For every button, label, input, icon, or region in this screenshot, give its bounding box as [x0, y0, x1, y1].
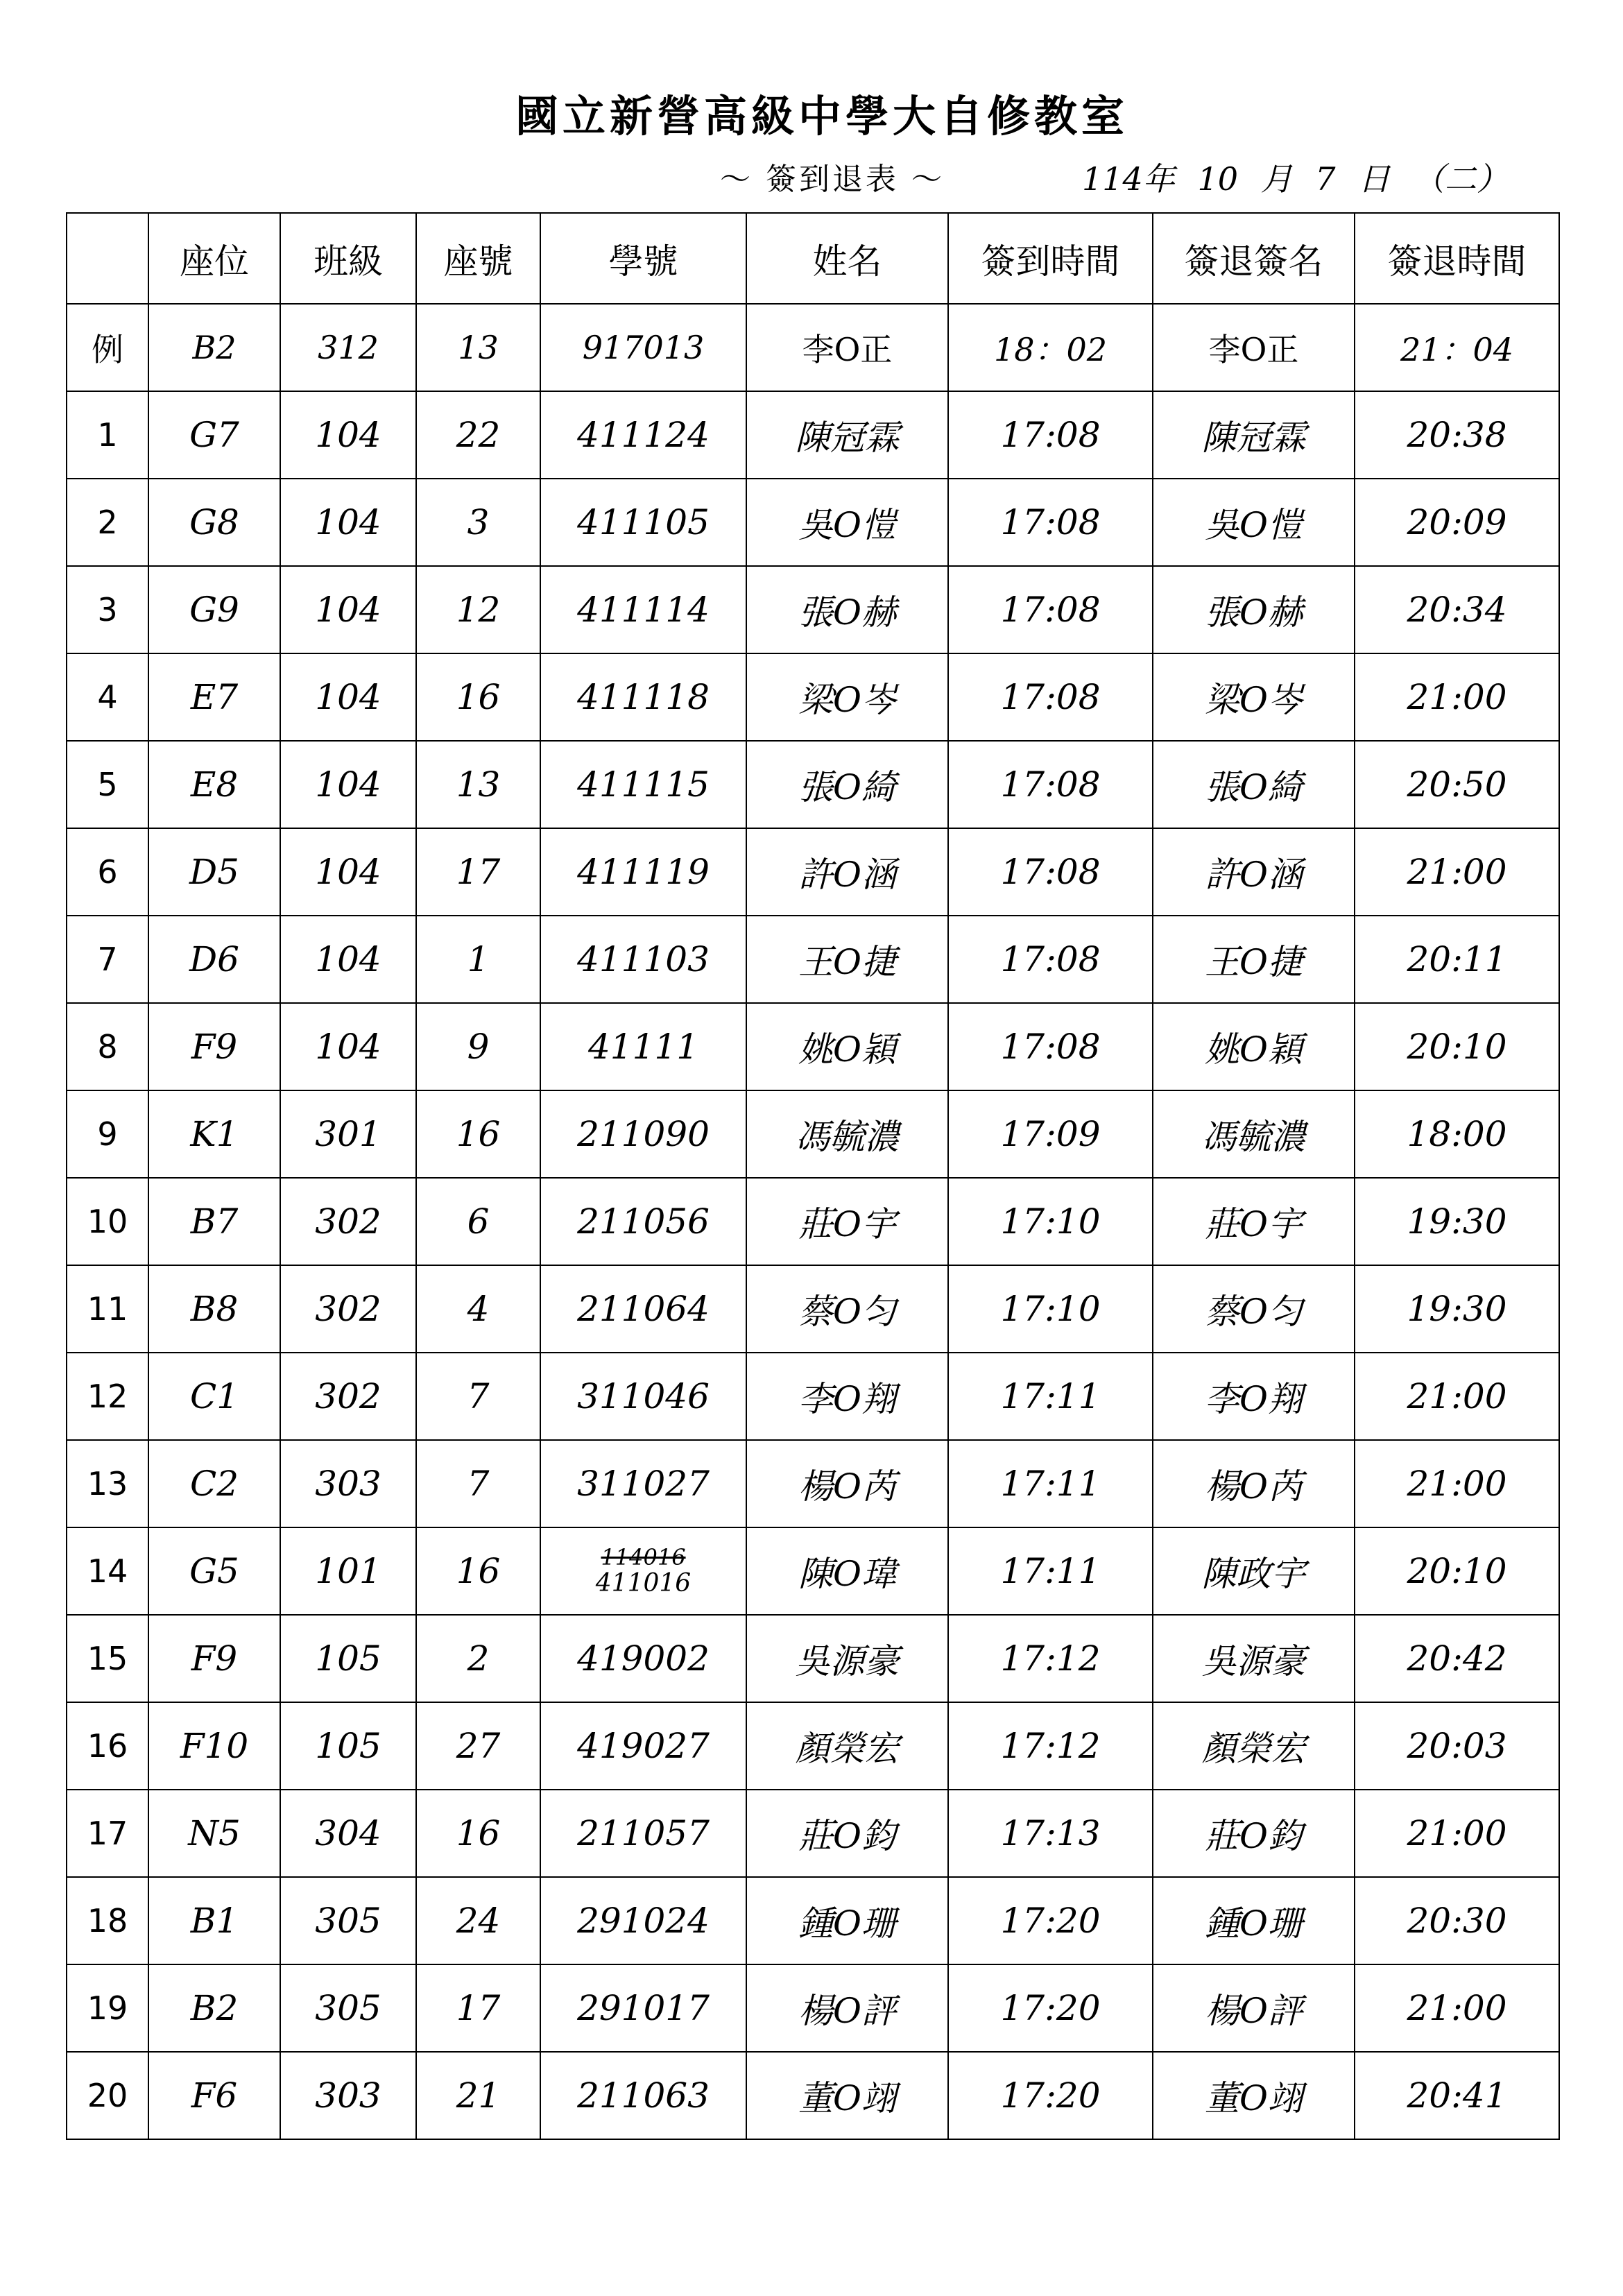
sign-out-time-cell: 20:11	[1355, 916, 1559, 1003]
class-cell: 104	[280, 653, 416, 741]
row-number: 10	[67, 1178, 148, 1265]
seat-number-cell: 17	[416, 828, 540, 916]
seat-number-cell: 16	[416, 1527, 540, 1615]
example-row	[67, 304, 1559, 391]
sign-out-time-cell: 19:30	[1355, 1265, 1559, 1353]
sign-in-time-cell: 17:11	[948, 1353, 1153, 1440]
sign-in-time-cell: 17:08	[948, 916, 1153, 1003]
sign-out-signature-cell: 張O赫	[1153, 566, 1355, 653]
sign-out-signature-cell: 董O翊	[1153, 2052, 1355, 2139]
class-cell: 104	[280, 479, 416, 566]
seat-cell: N5	[148, 1790, 280, 1877]
sign-in-time-cell: 17:20	[948, 2052, 1153, 2139]
name-cell: 王O捷	[746, 916, 948, 1003]
name-cell: 梁O岑	[746, 653, 948, 741]
sign-out-signature-cell: 鍾O珊	[1153, 1877, 1355, 1964]
sign-out-signature-cell: 莊O宇	[1153, 1178, 1355, 1265]
sign-out-time-cell: 21:00	[1355, 1964, 1559, 2052]
seat-cell: B7	[148, 1178, 280, 1265]
row-number: 8	[67, 1003, 148, 1090]
sign-in-time-header: 簽到時間	[948, 213, 1153, 304]
student-id-cell: 211057	[540, 1790, 746, 1877]
seat-number-cell: 9	[416, 1003, 540, 1090]
date-year: 114年	[1082, 160, 1175, 198]
sign-out-signature-cell: 李O翔	[1153, 1353, 1355, 1440]
row-number: 17	[67, 1790, 148, 1877]
table-row	[67, 741, 1559, 828]
row-number: 2	[67, 479, 148, 566]
class-cell: 104	[280, 828, 416, 916]
sign-out-signature-cell: 陳冠霖	[1153, 391, 1355, 479]
seat-cell: F10	[148, 1702, 280, 1790]
row-number: 16	[67, 1702, 148, 1790]
class-cell: 304	[280, 1790, 416, 1877]
name-cell: 莊O宇	[746, 1178, 948, 1265]
row-number: 18	[67, 1877, 148, 1964]
name-cell: 楊O評	[746, 1964, 948, 2052]
struck-student-id: 114016	[601, 1544, 686, 1570]
seat-cell: B2	[148, 1964, 280, 2052]
sign-out-signature-cell: 楊O芮	[1153, 1440, 1355, 1527]
table-row	[67, 1615, 1559, 1702]
seat-number-cell: 1	[416, 916, 540, 1003]
row-number-header	[67, 213, 148, 304]
student-id-cell: 211056	[540, 1178, 746, 1265]
student-id-cell: 41111	[540, 1003, 746, 1090]
table-row	[67, 391, 1559, 479]
sign-out-time-cell: 21:00	[1355, 653, 1559, 741]
student-id-cell: 411119	[540, 828, 746, 916]
sign-in-table	[66, 212, 1560, 2140]
sign-in-time-cell: 18：02	[948, 304, 1153, 391]
sign-out-signature-header: 簽退簽名	[1153, 213, 1355, 304]
table-row	[67, 1090, 1559, 1178]
sign-in-time-cell: 17:09	[948, 1090, 1153, 1178]
name-header: 姓名	[746, 213, 948, 304]
seat-number-cell: 7	[416, 1440, 540, 1527]
row-number: 6	[67, 828, 148, 916]
date-day: 日	[1358, 160, 1391, 198]
name-cell: 許O涵	[746, 828, 948, 916]
row-number: 5	[67, 741, 148, 828]
sign-out-signature-cell: 蔡O匀	[1153, 1265, 1355, 1353]
sign-in-time-cell: 17:11	[948, 1440, 1153, 1527]
name-cell: 蔡O匀	[746, 1265, 948, 1353]
seat-number-cell: 16	[416, 1090, 540, 1178]
sign-out-time-cell: 19:30	[1355, 1178, 1559, 1265]
name-cell: 楊O芮	[746, 1440, 948, 1527]
class-cell: 303	[280, 1440, 416, 1527]
sign-out-time-cell: 21：04	[1355, 304, 1559, 391]
class-header: 班級	[280, 213, 416, 304]
table-row	[67, 1702, 1559, 1790]
sign-out-time-cell: 21:00	[1355, 1353, 1559, 1440]
table-row	[67, 1964, 1559, 2052]
seat-cell: D5	[148, 828, 280, 916]
row-number: 20	[67, 2052, 148, 2139]
row-number: 例	[67, 304, 148, 391]
corrected-student-id: 411016	[595, 1569, 692, 1597]
seat-cell: E7	[148, 653, 280, 741]
name-cell: 張O綺	[746, 741, 948, 828]
table-row	[67, 1003, 1559, 1090]
class-cell: 104	[280, 741, 416, 828]
sign-out-time-cell: 21:00	[1355, 1440, 1559, 1527]
date-month-num: 10	[1197, 160, 1238, 198]
row-number: 13	[67, 1440, 148, 1527]
row-number: 4	[67, 653, 148, 741]
class-cell: 302	[280, 1353, 416, 1440]
seat-cell: B8	[148, 1265, 280, 1353]
student-id-cell: 291017	[540, 1964, 746, 2052]
sign-out-signature-cell: 楊O評	[1153, 1964, 1355, 2052]
sign-out-signature-cell: 吳O愷	[1153, 479, 1355, 566]
class-cell: 104	[280, 1003, 416, 1090]
sign-out-signature-cell: 吳源豪	[1153, 1615, 1355, 1702]
seat-header: 座位	[148, 213, 280, 304]
row-number: 14	[67, 1527, 148, 1615]
row-number: 3	[67, 566, 148, 653]
sign-in-time-cell: 17:13	[948, 1790, 1153, 1877]
student-id-cell: 311046	[540, 1353, 746, 1440]
seat-cell: C1	[148, 1353, 280, 1440]
name-cell: 姚O穎	[746, 1003, 948, 1090]
sign-in-time-cell: 17:10	[948, 1178, 1153, 1265]
seat-number-cell: 4	[416, 1265, 540, 1353]
seat-number-cell: 2	[416, 1615, 540, 1702]
student-id-cell: 411103	[540, 916, 746, 1003]
sign-out-time-header: 簽退時間	[1355, 213, 1559, 304]
name-cell: 陳冠霖	[746, 391, 948, 479]
class-cell: 305	[280, 1877, 416, 1964]
table-row	[67, 479, 1559, 566]
table-header-row	[67, 213, 1559, 304]
table-row	[67, 2052, 1559, 2139]
sign-out-time-cell: 20:09	[1355, 479, 1559, 566]
name-cell: 吳源豪	[746, 1615, 948, 1702]
name-cell: 莊O鈞	[746, 1790, 948, 1877]
student-id-cell: 411105	[540, 479, 746, 566]
student-id-cell: 411114	[540, 566, 746, 653]
date-day-num: 7	[1315, 160, 1336, 198]
class-cell: 302	[280, 1265, 416, 1353]
seat-number-cell: 13	[416, 304, 540, 391]
sign-in-time-cell: 17:10	[948, 1265, 1153, 1353]
seat-number-cell: 21	[416, 2052, 540, 2139]
date-weekday: （二）	[1412, 160, 1509, 198]
seat-cell: F6	[148, 2052, 280, 2139]
seat-number-cell: 6	[416, 1178, 540, 1265]
seat-cell: B1	[148, 1877, 280, 1964]
student-id-cell: 411115	[540, 741, 746, 828]
row-number: 12	[67, 1353, 148, 1440]
sign-in-time-cell: 17:11	[948, 1527, 1153, 1615]
seat-cell: B2	[148, 304, 280, 391]
table-row	[67, 1790, 1559, 1877]
sign-out-time-cell: 18:00	[1355, 1090, 1559, 1178]
name-cell: 李O正	[746, 304, 948, 391]
class-cell: 105	[280, 1615, 416, 1702]
seat-cell: G5	[148, 1527, 280, 1615]
sign-in-time-cell: 17:08	[948, 1003, 1153, 1090]
sign-out-signature-cell: 顏榮宏	[1153, 1702, 1355, 1790]
seat-number-cell: 3	[416, 479, 540, 566]
seat-cell: G9	[148, 566, 280, 653]
sign-out-signature-cell: 陳政宇	[1153, 1527, 1355, 1615]
row-number: 1	[67, 391, 148, 479]
name-cell: 董O翊	[746, 2052, 948, 2139]
student-id-cell: 211090	[540, 1090, 746, 1178]
sign-out-signature-cell: 馮毓濃	[1153, 1090, 1355, 1178]
sign-in-time-cell: 17:08	[948, 828, 1153, 916]
seat-cell: E8	[148, 741, 280, 828]
seat-cell: D6	[148, 916, 280, 1003]
sign-out-signature-cell: 許O涵	[1153, 828, 1355, 916]
seat-number-cell: 13	[416, 741, 540, 828]
sign-in-time-cell: 17:08	[948, 653, 1153, 741]
sign-out-signature-cell: 梁O岑	[1153, 653, 1355, 741]
student-id-cell: 411124	[540, 391, 746, 479]
form-subtitle: ～ 簽到退表 ～	[720, 162, 945, 197]
sign-out-time-cell: 20:10	[1355, 1527, 1559, 1615]
class-cell: 312	[280, 304, 416, 391]
seat-cell: K1	[148, 1090, 280, 1178]
sign-out-signature-cell: 王O捷	[1153, 916, 1355, 1003]
form-date	[1082, 154, 1521, 200]
class-cell: 105	[280, 1702, 416, 1790]
table-row	[67, 653, 1559, 741]
row-number: 19	[67, 1964, 148, 2052]
table-row	[67, 916, 1559, 1003]
page-title: 國立新營高級中學大自修教室	[515, 91, 1128, 142]
table-row	[67, 1178, 1559, 1265]
sign-in-time-cell: 17:08	[948, 566, 1153, 653]
row-number: 15	[67, 1615, 148, 1702]
sign-out-time-cell: 20:03	[1355, 1702, 1559, 1790]
sign-out-signature-cell: 姚O穎	[1153, 1003, 1355, 1090]
class-cell: 303	[280, 2052, 416, 2139]
table-row	[67, 1353, 1559, 1440]
sign-out-signature-cell: 張O綺	[1153, 741, 1355, 828]
table-row	[67, 1265, 1559, 1353]
student-id-cell: 411118	[540, 653, 746, 741]
sign-out-time-cell: 20:10	[1355, 1003, 1559, 1090]
sign-in-time-cell: 17:08	[948, 741, 1153, 828]
sign-in-time-cell: 17:08	[948, 391, 1153, 479]
sign-out-signature-cell: 莊O鈞	[1153, 1790, 1355, 1877]
seat-number-cell: 12	[416, 566, 540, 653]
table-row	[67, 566, 1559, 653]
student-id-cell: 211063	[540, 2052, 746, 2139]
sign-out-time-cell: 20:42	[1355, 1615, 1559, 1702]
name-cell: 李O翔	[746, 1353, 948, 1440]
sign-in-time-cell: 17:20	[948, 1877, 1153, 1964]
sign-out-signature-cell: 李O正	[1153, 304, 1355, 391]
seat-number-cell: 22	[416, 391, 540, 479]
student-id-cell: 211064	[540, 1265, 746, 1353]
class-cell: 301	[280, 1090, 416, 1178]
student-id-cell: 917013	[540, 304, 746, 391]
name-cell: 張O赫	[746, 566, 948, 653]
name-cell: 陳O瑋	[746, 1527, 948, 1615]
sign-out-time-cell: 20:30	[1355, 1877, 1559, 1964]
sign-in-time-cell: 17:20	[948, 1964, 1153, 2052]
seat-number-cell: 27	[416, 1702, 540, 1790]
sign-out-time-cell: 21:00	[1355, 828, 1559, 916]
sign-out-time-cell: 21:00	[1355, 1790, 1559, 1877]
class-cell: 101	[280, 1527, 416, 1615]
seat-number-cell: 17	[416, 1964, 540, 2052]
seat-number-cell: 7	[416, 1353, 540, 1440]
row-number: 11	[67, 1265, 148, 1353]
seat-number-cell: 24	[416, 1877, 540, 1964]
sign-out-time-cell: 20:50	[1355, 741, 1559, 828]
seat-cell: G7	[148, 391, 280, 479]
seat-number-cell: 16	[416, 1790, 540, 1877]
name-cell: 吳O愷	[746, 479, 948, 566]
seat-number-cell: 16	[416, 653, 540, 741]
class-cell: 104	[280, 566, 416, 653]
table-row	[67, 828, 1559, 916]
sign-out-time-cell: 20:41	[1355, 2052, 1559, 2139]
row-number: 9	[67, 1090, 148, 1178]
class-cell: 302	[280, 1178, 416, 1265]
student-id-cell: 419027	[540, 1702, 746, 1790]
seat-cell: F9	[148, 1003, 280, 1090]
student-id-header: 學號	[540, 213, 746, 304]
class-cell: 305	[280, 1964, 416, 2052]
sign-in-time-cell: 17:12	[948, 1702, 1153, 1790]
seat-cell: G8	[148, 479, 280, 566]
date-month: 月	[1260, 160, 1293, 198]
student-id-cell: 419002	[540, 1615, 746, 1702]
sign-out-time-cell: 20:34	[1355, 566, 1559, 653]
sign-in-time-cell: 17:08	[948, 479, 1153, 566]
class-cell: 104	[280, 391, 416, 479]
name-cell: 顏榮宏	[746, 1702, 948, 1790]
class-cell: 104	[280, 916, 416, 1003]
student-id-cell: 291024	[540, 1877, 746, 1964]
table-row	[67, 1527, 1559, 1615]
student-id-cell: 311027	[540, 1440, 746, 1527]
student-id-cell	[540, 1527, 746, 1615]
table-row	[67, 1440, 1559, 1527]
sign-out-time-cell: 20:38	[1355, 391, 1559, 479]
table-row	[67, 1877, 1559, 1964]
row-number: 7	[67, 916, 148, 1003]
sign-in-time-cell: 17:12	[948, 1615, 1153, 1702]
seat-cell: C2	[148, 1440, 280, 1527]
name-cell: 馮毓濃	[746, 1090, 948, 1178]
seat-number-header: 座號	[416, 213, 540, 304]
name-cell: 鍾O珊	[746, 1877, 948, 1964]
seat-cell: F9	[148, 1615, 280, 1702]
